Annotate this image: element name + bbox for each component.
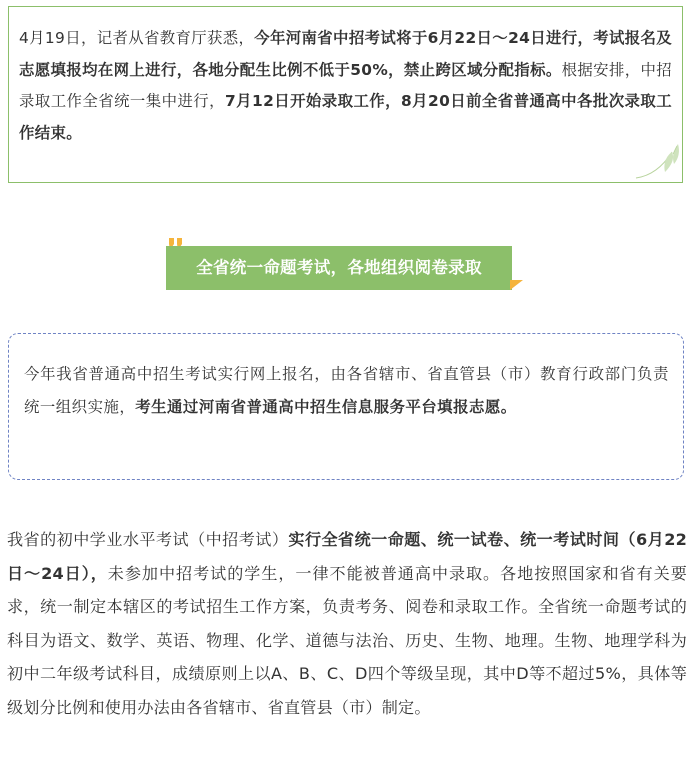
dashed-note-paragraph xyxy=(24,358,669,424)
body-text-1: 我省的初中学业水平考试（中招考试） xyxy=(7,530,289,549)
section-heading-text: 全省统一命题考试，各地组织阅卷录取 xyxy=(166,246,512,290)
dashed-bold-1: 考生通过河南省普通高中招生信息服务平台填报志愿。 xyxy=(135,398,517,416)
body-text-2: 未参加中招考试的学生，一律不能被普通高中录取。各地按照国家和省有关要求，统一制定本辖区的考试招生工作方案，负责考务、阅卷和录取工作。全省统一命题考试的科目为语文、数学、英语、物理、化学、道德与法治、历史、生物、地理。生物、地理学科为初中二年级考试科目，成绩原则上以A、B、C、D四个等级呈现，其中D等不超过5%，具体等级划分比例和使用办法由各省辖市、省直管县（市）制定。 xyxy=(7,563,687,717)
intro-paragraph xyxy=(19,23,672,149)
intro-bold-2: 7月12日开始录取工作，8月20日前全省普通高中各批次录取工作结束。 xyxy=(19,92,672,142)
dashed-text-1: 今年我省普通高中招生考试实行网上报名，由各省辖市、省直管县（市）教育行政部门负责统一组织实施， xyxy=(24,365,669,416)
intro-text-2: 根据安排，中招录取工作全省统一集中进行， xyxy=(19,60,672,110)
intro-box xyxy=(8,6,683,183)
corner-decoration xyxy=(510,280,523,290)
leaf-icon xyxy=(632,142,680,180)
section-heading xyxy=(166,238,526,296)
intro-bold-1: 今年河南省中招考试将于6月22日～24日进行，考试报名及志愿填报均在网上进行，各地分配生比例不低于50%，禁止跨区域分配指标。 xyxy=(19,29,672,79)
intro-text-1: 4月19日，记者从省教育厅获悉， xyxy=(19,29,255,47)
body-paragraph xyxy=(7,523,687,724)
body-bold-1: 实行全省统一命题、统一试卷、统一考试时间（6月22日～24日）， xyxy=(7,530,687,583)
dashed-note-box xyxy=(8,333,684,480)
